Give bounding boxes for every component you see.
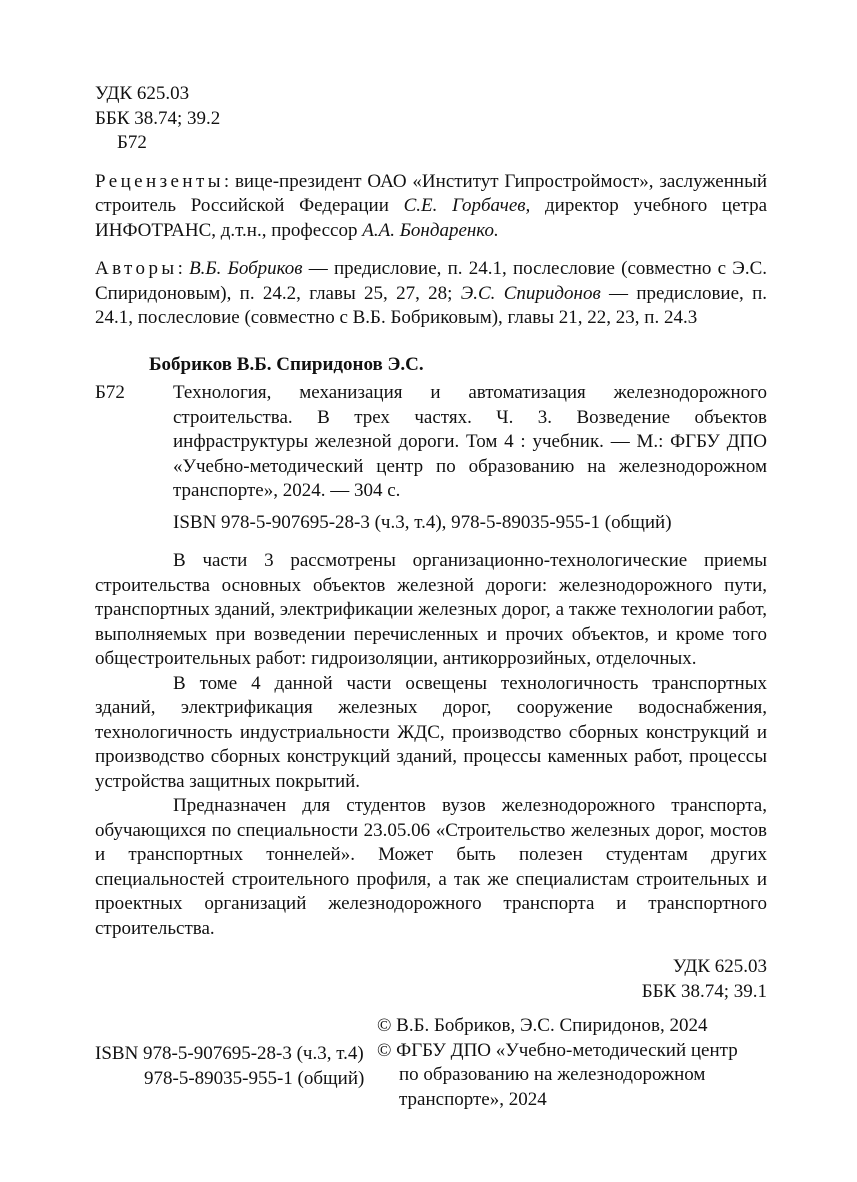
reviewer-name-1: С.Е. Горбачев, <box>403 195 531 216</box>
annotation <box>95 549 767 941</box>
copyright-publisher-cont: по образованию на железнодорожном <box>399 1064 706 1085</box>
authors-paragraph <box>95 257 767 331</box>
udk-block-bottom <box>95 955 767 1004</box>
catalog-entry <box>95 381 767 504</box>
annotation-paragraph: В части 3 рассмотрены организационно-технологические приемы строительства основных объектов железной дороги: железнодорожного пути, транспортных зданий, электрификации железных дорог, а также технологии работ, выполняемых при возведении перечисленных и прочих объектов, и кроме того общестроительных работ: гидроизоляции, антикоррозийных, отделочных. <box>95 550 767 669</box>
bottom-section <box>95 1014 767 1110</box>
authors-text-2: — предисловие, п. 24.1, послесловие (совместно с Э.С. Спиридоновым), п. 24.2, главы 25, 27, 28; <box>95 258 768 304</box>
udk-code-bottom: УДК 625.03 <box>672 956 767 977</box>
copyright-publisher-cont: транспорте», 2024 <box>399 1088 547 1110</box>
isbn-line-2: 978-5-89035-955-1 (общий) <box>144 1067 365 1089</box>
title-page-reverse <box>95 82 767 1110</box>
catalog-code: Б72 <box>95 382 125 403</box>
reviewers-label: Рецензенты <box>95 170 224 192</box>
copyright-publisher: © ФГБУ ДПО «Учебно-методический центр <box>377 1039 738 1061</box>
authors-text-1: : <box>177 258 190 279</box>
bbk-code-bottom: ББК 38.74; 39.1 <box>641 980 767 1002</box>
udk-code: УДК 625.03 <box>95 83 190 104</box>
author-sign-code: Б72 <box>117 132 147 153</box>
author-name-1: В.Б. Бобриков <box>189 258 303 279</box>
authors-label: Авторы <box>95 258 178 279</box>
catalog-author-line: Бобриков В.Б. Спиридонов Э.С. <box>149 353 424 375</box>
annotation-paragraph: В томе 4 данной части освещены технологичность транспортных зданий, электрификация железных дорог, сооружение водоснабжения, технологичность индустриальности ЖДС, производство сборных конструкций и производство сборных конструкций зданий, процессы каменных работ, процессы устройства защитных покрытий. <box>95 672 767 792</box>
bbk-code: ББК 38.74; 39.2 <box>95 107 221 129</box>
reviewers-paragraph <box>95 170 767 244</box>
copyright-block <box>377 1014 777 1112</box>
author-name-2: Э.С. Спиридонов <box>460 282 601 304</box>
reviewer-name-2: А.А. Бондаренко. <box>362 219 499 241</box>
reviewers-text-2: директор учебного цетра ИНФОТРАНС, д.т.н., профессор <box>95 195 768 241</box>
authors-text-3: — предисловие, п. 24.1, послесловие (совместно с В.Б. Бобриковым), главы 21, 22, 23, п. 24.3 <box>95 282 768 328</box>
isbn-line-1: ISBN 978-5-907695-28-3 (ч.3, т.4) <box>95 1043 364 1064</box>
catalog-isbn: ISBN 978-5-907695-28-3 (ч.3, т.4), 978-5-89035-955-1 (общий) <box>173 511 672 533</box>
copyright-authors: © В.Б. Бобриков, Э.С. Спиридонов, 2024 <box>377 1015 708 1036</box>
udk-block-top <box>95 82 767 156</box>
catalog-description: Технология, механизация и автоматизация железнодорожного строительства. В трех частях. Ч. 3. Возведение объектов инфраструктуры железной дороги. Том 4 : учебник. — М.: ФГБУ ДПО «Учебно-методический центр по образованию на железнодорожном транспорте», 2024. — 304 с. <box>173 382 767 501</box>
reviewers-text-1: : вице-президент ОАО «Институт Гипростроймост», заслуженный строитель Российской Федерации <box>95 170 767 216</box>
isbn-block <box>95 1042 364 1091</box>
annotation-paragraph: Предназначен для студентов вузов железнодорожного транспорта, обучающихся по специальности 23.05.06 «Строительство железных дорог, мостов и транспортных тоннелей». Может быть полезен студентам других специальностей строительного профиля, а так же специалистам строительных и проектных организаций железнодорожного транспорта и транспортного строительства. <box>95 795 767 939</box>
